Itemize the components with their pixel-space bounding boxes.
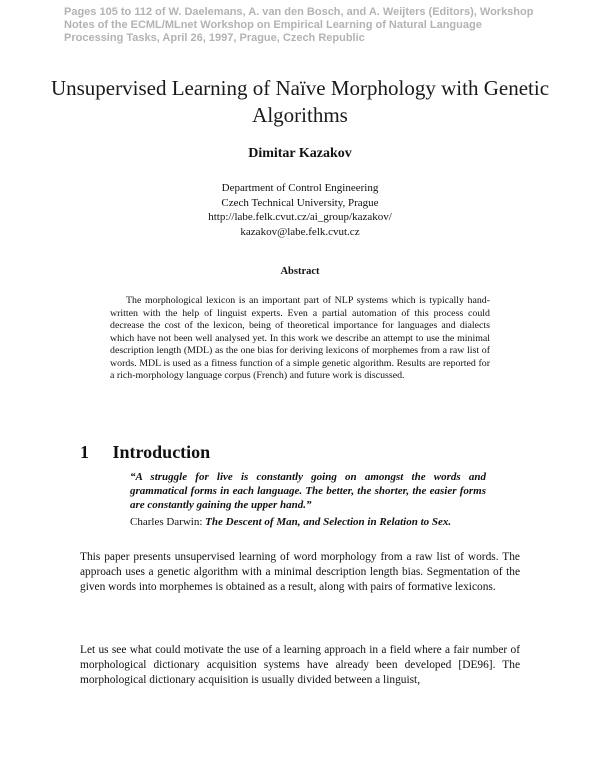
abstract-text: The morphological lexicon is an important part of NLP systems which is typically hand-written with the help of linguist experts. Even a partial automation of this process could decrease the cost of the lexicon, being of theoretical importance for languages and dialects which have not been well analysed yet. In this work we describe an attempt to use the minimal description length (MDL) as the one bias for deriving lexicons of morphemes from a raw list of words. MDL is used as a fitness function of a simple genetic algorithm. Results are reported for a rich-morphology language corpus (French) and future work is discussed.	[110, 295, 490, 381]
affiliation-university: Czech Technical University, Prague	[221, 196, 379, 209]
epigraph-work-title: The Descent of Man, and Selection in Relation to Sex.	[205, 516, 452, 528]
epigraph-attribution	[130, 515, 490, 529]
section-title: Introduction	[112, 442, 211, 462]
affiliation-email-link[interactable]: kazakov@labe.felk.cvut.cz	[240, 225, 360, 238]
affiliation-department: Department of Control Engineering	[221, 182, 379, 194]
affiliation-homepage-link[interactable]: http://labe.felk.cvut.cz/ai_group/kazakov/	[208, 211, 392, 223]
body-paragraph: This paper presents unsupervised learning of word morphology from a raw list of words. The approach uses a genetic algorithm with a minimal description length bias. Segmentation of the given words into morphemes is obtained as a result, along with pairs of formative lexicons.	[80, 551, 520, 594]
epigraph-quote: “A struggle for live is constantly going on amongst the words and grammatical forms in each language. The better, the shorter, the easier forms are constantly gaining the upper hand.”	[130, 471, 486, 511]
epigraph-author: Charles Darwin:	[130, 516, 203, 528]
section-number: 1	[80, 442, 89, 462]
author-name: Dimitar Kazakov	[248, 146, 352, 161]
paper-title: Unsupervised Learning of Naïve Morphology with Genetic Algorithms	[50, 76, 550, 127]
workshop-citation-note: Pages 105 to 112 of W. Daelemans, A. van den Bosch, and A. Weijters (Editors), Workshop Notes of the ECML/MLnet Workshop on Empirical Learning of Natural Language Processing Tasks, April 26, 1997, Prague, Czech Republic	[64, 6, 534, 44]
body-paragraph: Let us see what could motivate the use of a learning approach in a field where a fair number of morphological dictionary acquisition systems have already been developed [DE96]. The morphological dictionary acquisition is usually divided between a linguist,	[80, 644, 520, 687]
author-affiliation	[40, 181, 560, 239]
section-heading	[80, 442, 210, 463]
abstract-heading: Abstract	[280, 266, 320, 277]
